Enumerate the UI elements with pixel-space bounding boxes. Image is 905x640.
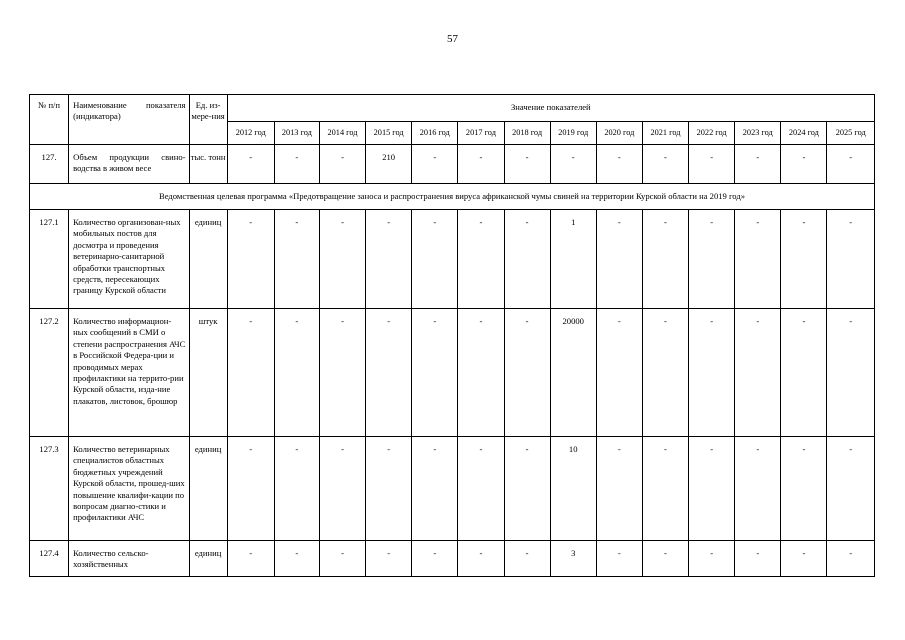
row-value: -	[458, 309, 504, 437]
row-value: -	[642, 541, 688, 577]
table-row	[30, 541, 875, 577]
row-value: 10	[550, 437, 596, 541]
program-row	[30, 184, 875, 210]
row-value: -	[458, 437, 504, 541]
row-value: -	[366, 309, 412, 437]
row-name: Объем продукции свино-водства в живом весе	[69, 145, 189, 184]
header-unit: Ед. из-мере-ния	[189, 95, 227, 145]
row-value: -	[689, 309, 735, 437]
row-value: -	[504, 309, 550, 437]
row-value: -	[642, 309, 688, 437]
row-number: 127.	[30, 145, 69, 184]
row-value: -	[781, 437, 827, 541]
table-row	[30, 145, 875, 184]
row-value: -	[458, 210, 504, 309]
header-year: 2013 год	[274, 122, 319, 145]
page-number: 57	[447, 33, 458, 45]
row-value: -	[689, 437, 735, 541]
header-year: 2025 год	[827, 122, 875, 145]
row-value: -	[735, 309, 781, 437]
row-value: -	[319, 309, 365, 437]
row-value: -	[319, 145, 365, 184]
row-value: -	[781, 541, 827, 577]
row-value: -	[274, 210, 319, 309]
row-unit: единиц	[189, 437, 227, 541]
table-row	[30, 309, 875, 437]
row-unit: штук	[189, 309, 227, 437]
table-row	[30, 210, 875, 309]
header-row	[30, 95, 875, 122]
header-year: 2022 год	[689, 122, 735, 145]
table-row	[30, 437, 875, 541]
row-value: -	[227, 210, 274, 309]
header-name: Наименование показателя (индикатора)	[69, 95, 189, 145]
row-number: 127.1	[30, 210, 69, 309]
row-value: -	[827, 145, 875, 184]
row-value: -	[274, 541, 319, 577]
header-year: 2019 год	[550, 122, 596, 145]
program-title: Ведомственная целевая программа «Предотвращение заноса и распространения вируса африканской чумы свиней на территории Курской области на 2019 год»	[30, 184, 875, 210]
row-value: 20000	[550, 309, 596, 437]
row-value: -	[827, 309, 875, 437]
header-year: 2018 год	[504, 122, 550, 145]
row-value: -	[596, 437, 642, 541]
row-value: -	[689, 145, 735, 184]
row-value: -	[227, 309, 274, 437]
row-value: 3	[550, 541, 596, 577]
row-value: -	[827, 210, 875, 309]
header-num: № п/п	[30, 95, 69, 145]
row-value: -	[227, 541, 274, 577]
row-value: -	[504, 437, 550, 541]
row-value: 210	[366, 145, 412, 184]
row-value: -	[274, 309, 319, 437]
row-value: -	[227, 145, 274, 184]
row-value: -	[550, 145, 596, 184]
row-value: -	[504, 210, 550, 309]
header-year: 2012 год	[227, 122, 274, 145]
header-year: 2020 год	[596, 122, 642, 145]
row-value: -	[642, 210, 688, 309]
row-name: Количество информацион-ных сообщений в СМИ о степени распространения АЧС в Российской Федера-ции и проводимых мерах профилактики на террито-рии Курской области, изда-ние плакатов, листовок, брошюр	[69, 309, 189, 437]
row-value: -	[689, 541, 735, 577]
row-value: -	[504, 541, 550, 577]
row-unit: единиц	[189, 210, 227, 309]
row-value: -	[781, 309, 827, 437]
row-value: -	[319, 437, 365, 541]
row-value: -	[596, 210, 642, 309]
header-year: 2016 год	[412, 122, 458, 145]
header-values: Значение показателей	[227, 95, 874, 122]
row-name: Количество сельско-хозяйственных	[69, 541, 189, 577]
header-year: 2021 год	[642, 122, 688, 145]
row-value: -	[642, 145, 688, 184]
row-value: -	[319, 541, 365, 577]
row-value: -	[596, 309, 642, 437]
row-value: 1	[550, 210, 596, 309]
row-value: -	[366, 437, 412, 541]
row-value: -	[596, 541, 642, 577]
row-value: -	[735, 145, 781, 184]
row-name: Количество организован-ных мобильных постов для досмотра и проведения ветеринарно-санитарной обработки транспортных средств, пересекающих границу Курской области	[69, 210, 189, 309]
row-value: -	[319, 210, 365, 309]
row-value: -	[642, 437, 688, 541]
row-number: 127.3	[30, 437, 69, 541]
row-value: -	[827, 437, 875, 541]
row-value: -	[366, 541, 412, 577]
row-unit: тыс. тонн	[189, 145, 227, 184]
row-value: -	[412, 145, 458, 184]
row-value: -	[412, 309, 458, 437]
row-name: Количество ветеринарных специалистов областных бюджетных учреждений Курской области, прошед-ших повышение квалифи-кации по вопросам диагно-стики и профилактики АЧС	[69, 437, 189, 541]
row-value: -	[274, 437, 319, 541]
row-value: -	[366, 210, 412, 309]
indicators-table	[29, 94, 875, 577]
row-number: 127.4	[30, 541, 69, 577]
row-value: -	[596, 145, 642, 184]
row-value: -	[227, 437, 274, 541]
row-value: -	[735, 210, 781, 309]
row-value: -	[412, 437, 458, 541]
row-number: 127.2	[30, 309, 69, 437]
header-year: 2014 год	[319, 122, 365, 145]
row-value: -	[504, 145, 550, 184]
header-year: 2023 год	[735, 122, 781, 145]
row-value: -	[735, 541, 781, 577]
row-value: -	[781, 145, 827, 184]
row-value: -	[412, 210, 458, 309]
row-value: -	[827, 541, 875, 577]
row-value: -	[689, 210, 735, 309]
row-value: -	[735, 437, 781, 541]
row-value: -	[274, 145, 319, 184]
header-year: 2015 год	[366, 122, 412, 145]
row-value: -	[412, 541, 458, 577]
header-year: 2024 год	[781, 122, 827, 145]
header-year: 2017 год	[458, 122, 504, 145]
row-value: -	[458, 145, 504, 184]
row-value: -	[458, 541, 504, 577]
row-value: -	[781, 210, 827, 309]
row-unit: единиц	[189, 541, 227, 577]
